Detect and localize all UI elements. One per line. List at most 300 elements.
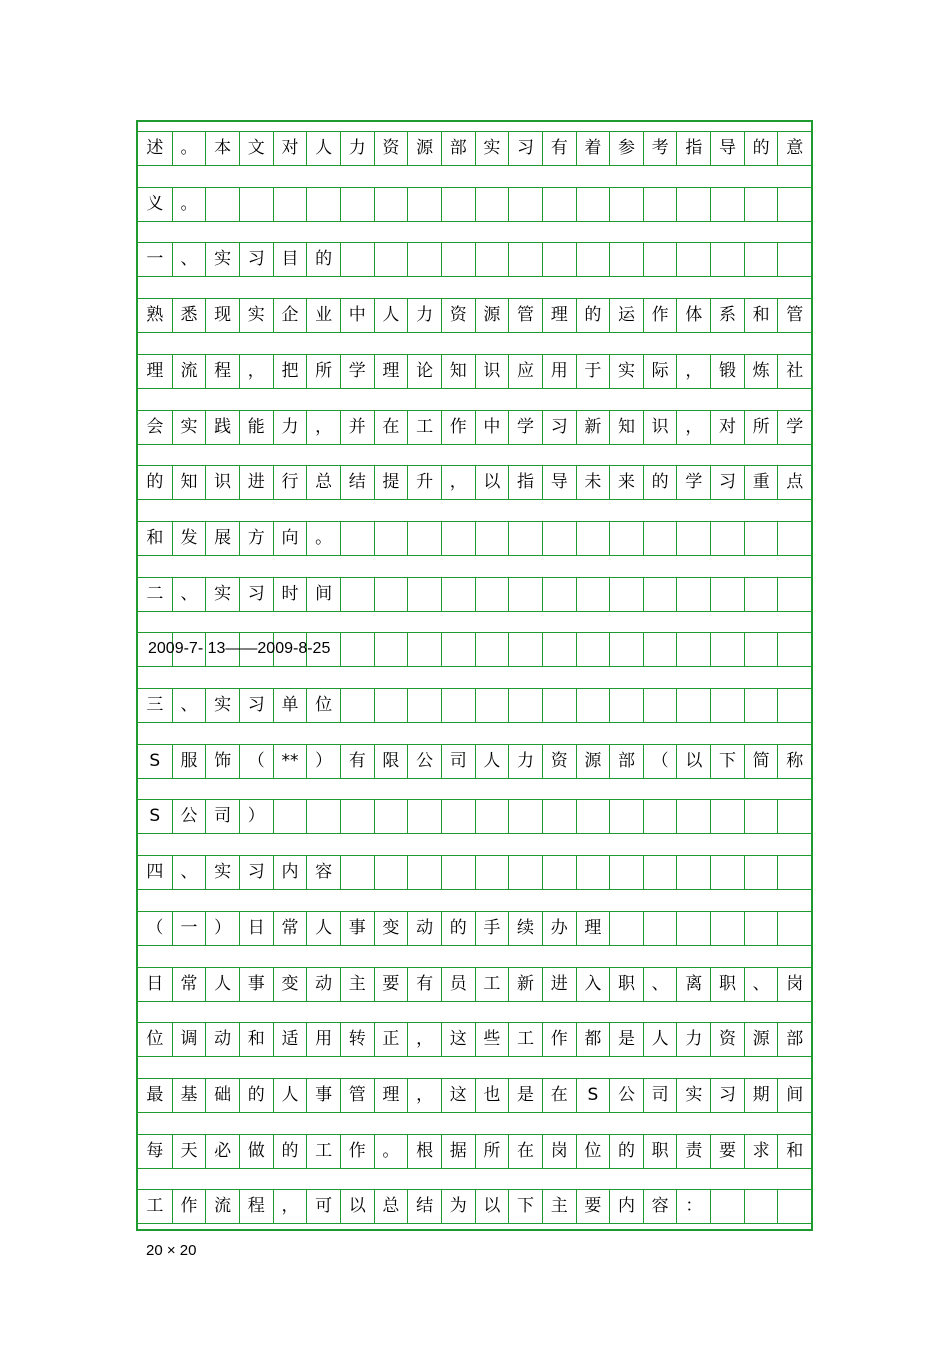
grid-cell — [340, 799, 374, 834]
grid-cell: 新 — [576, 410, 610, 445]
grid-cell: 以 — [676, 744, 710, 779]
grid-cell: 知 — [441, 354, 475, 389]
grid-cell — [744, 911, 778, 946]
grid-cell: 据 — [441, 1134, 475, 1169]
grid-cell: 体 — [676, 298, 710, 333]
grid-cell — [374, 799, 408, 834]
grid-cell: 习 — [710, 1078, 744, 1113]
grid-cell: 源 — [744, 1022, 778, 1057]
grid-cell: 指 — [508, 465, 542, 500]
grid-cell: 实 — [205, 855, 239, 890]
grid-cell — [374, 187, 408, 222]
grid-cell: 位 — [138, 1022, 172, 1057]
grid-cell — [609, 577, 643, 612]
grid-cell: 际 — [643, 354, 677, 389]
grid-cell: 常 — [273, 911, 307, 946]
grid-cell: 资 — [441, 298, 475, 333]
grid-cell — [643, 577, 677, 612]
grid-cell: 有 — [340, 744, 374, 779]
grid-cell — [744, 577, 778, 612]
grid-cell: 习 — [239, 242, 273, 277]
grid-cell: 导 — [710, 131, 744, 166]
grid-cell: 的 — [306, 242, 340, 277]
grid-cell — [407, 577, 441, 612]
grid-cell: 用 — [306, 1022, 340, 1057]
grid-cell: 习 — [239, 855, 273, 890]
grid-cell — [710, 187, 744, 222]
grid-cell — [676, 187, 710, 222]
grid-cell: 以 — [475, 465, 509, 500]
grid-cell: 些 — [475, 1022, 509, 1057]
grid-cell: 升 — [407, 465, 441, 500]
grid-cell: 本 — [205, 131, 239, 166]
internship-date-range: 2009-7- 13——2009-8-25 — [148, 640, 331, 658]
grid-cell: 流 — [172, 354, 206, 389]
grid-cell — [340, 577, 374, 612]
grid-cell — [777, 577, 811, 612]
grid-cell: 提 — [374, 465, 408, 500]
grid-cell: 和 — [239, 1022, 273, 1057]
grid-cell — [340, 855, 374, 890]
grid-cell — [576, 577, 610, 612]
grid-cell: 人 — [643, 1022, 677, 1057]
grid-cell: 工 — [138, 1189, 172, 1224]
grid-cell: 理 — [374, 1078, 408, 1113]
grid-cell — [542, 577, 576, 612]
grid-cell — [777, 799, 811, 834]
grid-cell: 述 — [138, 131, 172, 166]
grid-cell: 称 — [777, 744, 811, 779]
grid-row — [138, 1189, 811, 1224]
grid-cell: 在 — [374, 410, 408, 445]
grid-cell: 源 — [407, 131, 441, 166]
grid-cell — [441, 799, 475, 834]
grid-row — [138, 465, 811, 500]
grid-cell — [777, 187, 811, 222]
grid-cell — [777, 632, 811, 667]
grid-cell: 学 — [676, 465, 710, 500]
grid-cell — [508, 632, 542, 667]
grid-cell — [710, 242, 744, 277]
grid-cell: 作 — [441, 410, 475, 445]
grid-cell: 指 — [676, 131, 710, 166]
grid-cell — [643, 799, 677, 834]
grid-cell: 考 — [643, 131, 677, 166]
grid-cell: 对 — [273, 131, 307, 166]
grid-cell: 最 — [138, 1078, 172, 1113]
grid-cell — [407, 799, 441, 834]
grid-cell: 入 — [576, 967, 610, 1002]
grid-cell: 重 — [744, 465, 778, 500]
grid-cell: 用 — [542, 354, 576, 389]
grid-cell: ， — [407, 1022, 441, 1057]
grid-cell: 、 — [643, 967, 677, 1002]
grid-cell: 所 — [475, 1134, 509, 1169]
grid-cell: 基 — [172, 1078, 206, 1113]
manuscript-grid — [136, 120, 813, 1231]
grid-cell: 人 — [374, 298, 408, 333]
grid-row — [138, 1022, 811, 1057]
grid-cell: 办 — [542, 911, 576, 946]
grid-row — [138, 131, 811, 166]
grid-cell: 流 — [205, 1189, 239, 1224]
grid-cell: 未 — [576, 465, 610, 500]
grid-cell: 知 — [609, 410, 643, 445]
grid-cell: 于 — [576, 354, 610, 389]
grid-cell — [710, 632, 744, 667]
grid-cell — [273, 187, 307, 222]
grid-cell: 要 — [710, 1134, 744, 1169]
grid-cell: 的 — [643, 465, 677, 500]
grid-cell — [407, 688, 441, 723]
grid-cell: 、 — [172, 577, 206, 612]
grid-cell — [441, 632, 475, 667]
grid-cell: ， — [273, 1189, 307, 1224]
grid-cell — [542, 688, 576, 723]
grid-cell — [475, 187, 509, 222]
grid-cell — [576, 521, 610, 556]
grid-cell: 天 — [172, 1134, 206, 1169]
grid-cell — [239, 187, 273, 222]
grid-cell — [340, 187, 374, 222]
grid-cell: 日 — [138, 967, 172, 1002]
grid-cell — [710, 577, 744, 612]
grid-cell: 程 — [205, 354, 239, 389]
grid-cell — [542, 242, 576, 277]
grid-cell — [777, 855, 811, 890]
grid-cell: 可 — [306, 1189, 340, 1224]
grid-row — [138, 577, 811, 612]
grid-cell — [777, 1189, 811, 1224]
grid-cell: 践 — [205, 410, 239, 445]
grid-row — [138, 1078, 811, 1113]
grid-cell: 。 — [172, 187, 206, 222]
grid-cell — [508, 242, 542, 277]
grid-cell: 并 — [340, 410, 374, 445]
grid-cell: 作 — [340, 1134, 374, 1169]
grid-cell — [374, 632, 408, 667]
grid-cell: 间 — [306, 577, 340, 612]
grid-cell — [609, 688, 643, 723]
grid-cell — [407, 632, 441, 667]
grid-cell: 常 — [172, 967, 206, 1002]
grid-cell: 二 — [138, 577, 172, 612]
grid-cell — [441, 688, 475, 723]
grid-cell — [542, 799, 576, 834]
grid-cell — [643, 521, 677, 556]
grid-cell: 职 — [609, 967, 643, 1002]
grid-row — [138, 967, 811, 1002]
grid-cell: 对 — [710, 410, 744, 445]
grid-cell: 一 — [172, 911, 206, 946]
grid-cell: 主 — [340, 967, 374, 1002]
grid-cell: 动 — [306, 967, 340, 1002]
grid-cell: 作 — [643, 298, 677, 333]
grid-cell: 间 — [777, 1078, 811, 1113]
grid-cell: 简 — [744, 744, 778, 779]
grid-cell: （ — [643, 744, 677, 779]
grid-cell — [676, 799, 710, 834]
grid-cell — [475, 577, 509, 612]
grid-cell: ， — [441, 465, 475, 500]
grid-cell: 公 — [172, 799, 206, 834]
grid-cell: 部 — [441, 131, 475, 166]
grid-cell: 应 — [508, 354, 542, 389]
grid-row — [138, 1134, 811, 1169]
grid-cell: 内 — [609, 1189, 643, 1224]
grid-cell — [374, 688, 408, 723]
grid-cell: 的 — [441, 911, 475, 946]
grid-row — [138, 298, 811, 333]
grid-cell — [710, 521, 744, 556]
grid-cell — [441, 242, 475, 277]
grid-cell: 实 — [205, 242, 239, 277]
grid-cell: 事 — [306, 1078, 340, 1113]
grid-cell: 实 — [239, 298, 273, 333]
grid-row — [138, 688, 811, 723]
grid-cell: 力 — [676, 1022, 710, 1057]
grid-cell — [576, 187, 610, 222]
grid-cell: 习 — [239, 577, 273, 612]
grid-cell: 习 — [508, 131, 542, 166]
grid-cell — [508, 855, 542, 890]
grid-cell: 的 — [273, 1134, 307, 1169]
grid-cell: 。 — [306, 521, 340, 556]
grid-cell — [340, 632, 374, 667]
grid-cell: 三 — [138, 688, 172, 723]
grid-cell: 事 — [239, 967, 273, 1002]
grid-cell: 程 — [239, 1189, 273, 1224]
grid-cell — [576, 799, 610, 834]
grid-cell — [340, 521, 374, 556]
grid-cell: 进 — [542, 967, 576, 1002]
grid-cell — [542, 632, 576, 667]
grid-cell: 作 — [542, 1022, 576, 1057]
grid-cell: 的 — [138, 465, 172, 500]
grid-cell — [744, 242, 778, 277]
grid-cell — [205, 187, 239, 222]
grid-cell: 力 — [508, 744, 542, 779]
grid-cell — [609, 632, 643, 667]
grid-cell: 员 — [441, 967, 475, 1002]
grid-cell: 习 — [239, 688, 273, 723]
grid-cell: 学 — [340, 354, 374, 389]
grid-cell — [508, 688, 542, 723]
grid-cell: S — [138, 799, 172, 834]
grid-cell: 人 — [273, 1078, 307, 1113]
grid-cell — [676, 632, 710, 667]
grid-cell: 岗 — [777, 967, 811, 1002]
grid-cell — [508, 577, 542, 612]
grid-cell: 转 — [340, 1022, 374, 1057]
grid-cell: 理 — [576, 911, 610, 946]
grid-cell — [609, 242, 643, 277]
grid-size-label: 20 × 20 — [146, 1242, 197, 1259]
grid-cell: 工 — [407, 410, 441, 445]
grid-cell: 意 — [777, 131, 811, 166]
grid-cell: 所 — [744, 410, 778, 445]
grid-cell: 现 — [205, 298, 239, 333]
grid-cell: 企 — [273, 298, 307, 333]
grid-cell: 资 — [542, 744, 576, 779]
grid-cell — [643, 187, 677, 222]
grid-cell: 导 — [542, 465, 576, 500]
grid-cell: 以 — [340, 1189, 374, 1224]
grid-cell — [475, 855, 509, 890]
grid-cell — [777, 688, 811, 723]
grid-cell: 四 — [138, 855, 172, 890]
grid-cell — [407, 521, 441, 556]
grid-cell: 调 — [172, 1022, 206, 1057]
grid-cell: 在 — [508, 1134, 542, 1169]
grid-cell: S — [138, 744, 172, 779]
grid-cell: 理 — [138, 354, 172, 389]
grid-cell: 把 — [273, 354, 307, 389]
grid-cell: 业 — [306, 298, 340, 333]
grid-cell — [576, 632, 610, 667]
grid-cell — [643, 855, 677, 890]
grid-cell — [744, 799, 778, 834]
grid-cell: ： — [676, 1189, 710, 1224]
grid-cell — [744, 855, 778, 890]
grid-cell: 饰 — [205, 744, 239, 779]
grid-cell: 时 — [273, 577, 307, 612]
grid-cell — [744, 521, 778, 556]
grid-cell: ** — [273, 744, 307, 779]
grid-cell — [710, 799, 744, 834]
grid-cell: ， — [239, 354, 273, 389]
grid-cell: 人 — [205, 967, 239, 1002]
grid-cell: 也 — [475, 1078, 509, 1113]
grid-cell: 动 — [205, 1022, 239, 1057]
grid-cell — [676, 242, 710, 277]
grid-cell: 期 — [744, 1078, 778, 1113]
grid-cell: 要 — [374, 967, 408, 1002]
grid-cell: 着 — [576, 131, 610, 166]
grid-cell — [340, 242, 374, 277]
grid-cell: 向 — [273, 521, 307, 556]
grid-cell: ， — [676, 354, 710, 389]
grid-cell: 容 — [643, 1189, 677, 1224]
grid-cell: 和 — [777, 1134, 811, 1169]
grid-cell — [508, 799, 542, 834]
grid-cell: 习 — [542, 410, 576, 445]
grid-cell — [475, 799, 509, 834]
grid-cell: 动 — [407, 911, 441, 946]
grid-cell: 识 — [205, 465, 239, 500]
grid-cell — [542, 521, 576, 556]
grid-cell: 进 — [239, 465, 273, 500]
grid-cell — [441, 187, 475, 222]
grid-cell: 主 — [542, 1189, 576, 1224]
grid-cell: 文 — [239, 131, 273, 166]
grid-cell: 职 — [710, 967, 744, 1002]
grid-cell: 熟 — [138, 298, 172, 333]
grid-cell — [374, 855, 408, 890]
grid-cell: 位 — [576, 1134, 610, 1169]
grid-cell — [777, 911, 811, 946]
grid-cell — [407, 855, 441, 890]
grid-cell: 公 — [407, 744, 441, 779]
grid-cell: 础 — [205, 1078, 239, 1113]
grid-cell: 部 — [609, 744, 643, 779]
grid-cell: 有 — [542, 131, 576, 166]
grid-cell: 能 — [239, 410, 273, 445]
grid-cell — [340, 688, 374, 723]
grid-cell — [710, 1189, 744, 1224]
grid-cell: 会 — [138, 410, 172, 445]
grid-cell: S — [576, 1078, 610, 1113]
grid-cell: 做 — [239, 1134, 273, 1169]
grid-cell — [777, 242, 811, 277]
grid-cell — [609, 521, 643, 556]
grid-cell: 限 — [374, 744, 408, 779]
grid-cell — [374, 242, 408, 277]
grid-cell — [643, 911, 677, 946]
grid-cell: 职 — [643, 1134, 677, 1169]
grid-cell — [475, 242, 509, 277]
grid-cell: 和 — [138, 521, 172, 556]
grid-cell: 理 — [542, 298, 576, 333]
grid-cell — [744, 632, 778, 667]
grid-cell: ， — [306, 410, 340, 445]
grid-cell: 的 — [239, 1078, 273, 1113]
grid-cell: 结 — [407, 1189, 441, 1224]
grid-cell: 为 — [441, 1189, 475, 1224]
grid-cell: 新 — [508, 967, 542, 1002]
grid-row — [138, 911, 811, 946]
grid-cell — [676, 855, 710, 890]
grid-cell: 实 — [205, 688, 239, 723]
grid-cell: 在 — [542, 1078, 576, 1113]
grid-cell: 的 — [576, 298, 610, 333]
grid-cell: ） — [239, 799, 273, 834]
grid-cell: 司 — [441, 744, 475, 779]
grid-cell: 悉 — [172, 298, 206, 333]
grid-cell — [273, 799, 307, 834]
grid-cell: 离 — [676, 967, 710, 1002]
grid-cell — [777, 521, 811, 556]
grid-cell: 是 — [508, 1078, 542, 1113]
grid-cell: 事 — [340, 911, 374, 946]
grid-cell — [609, 187, 643, 222]
grid-cell: 实 — [172, 410, 206, 445]
grid-cell: 手 — [475, 911, 509, 946]
grid-cell: ， — [676, 410, 710, 445]
grid-cell: 管 — [508, 298, 542, 333]
grid-cell — [542, 855, 576, 890]
grid-cell: 变 — [374, 911, 408, 946]
grid-cell: 下 — [710, 744, 744, 779]
grid-cell: 这 — [441, 1078, 475, 1113]
grid-cell: 有 — [407, 967, 441, 1002]
grid-cell: 力 — [340, 131, 374, 166]
grid-cell: 中 — [475, 410, 509, 445]
grid-row — [138, 799, 811, 834]
grid-cell: 系 — [710, 298, 744, 333]
grid-cell: 源 — [576, 744, 610, 779]
grid-cell: 要 — [576, 1189, 610, 1224]
grid-cell: 正 — [374, 1022, 408, 1057]
grid-cell: 工 — [306, 1134, 340, 1169]
grid-cell: 岗 — [542, 1134, 576, 1169]
grid-cell — [508, 521, 542, 556]
grid-cell — [407, 242, 441, 277]
grid-cell — [744, 1189, 778, 1224]
grid-cell — [643, 688, 677, 723]
grid-cell: 资 — [710, 1022, 744, 1057]
grid-cell: 义 — [138, 187, 172, 222]
